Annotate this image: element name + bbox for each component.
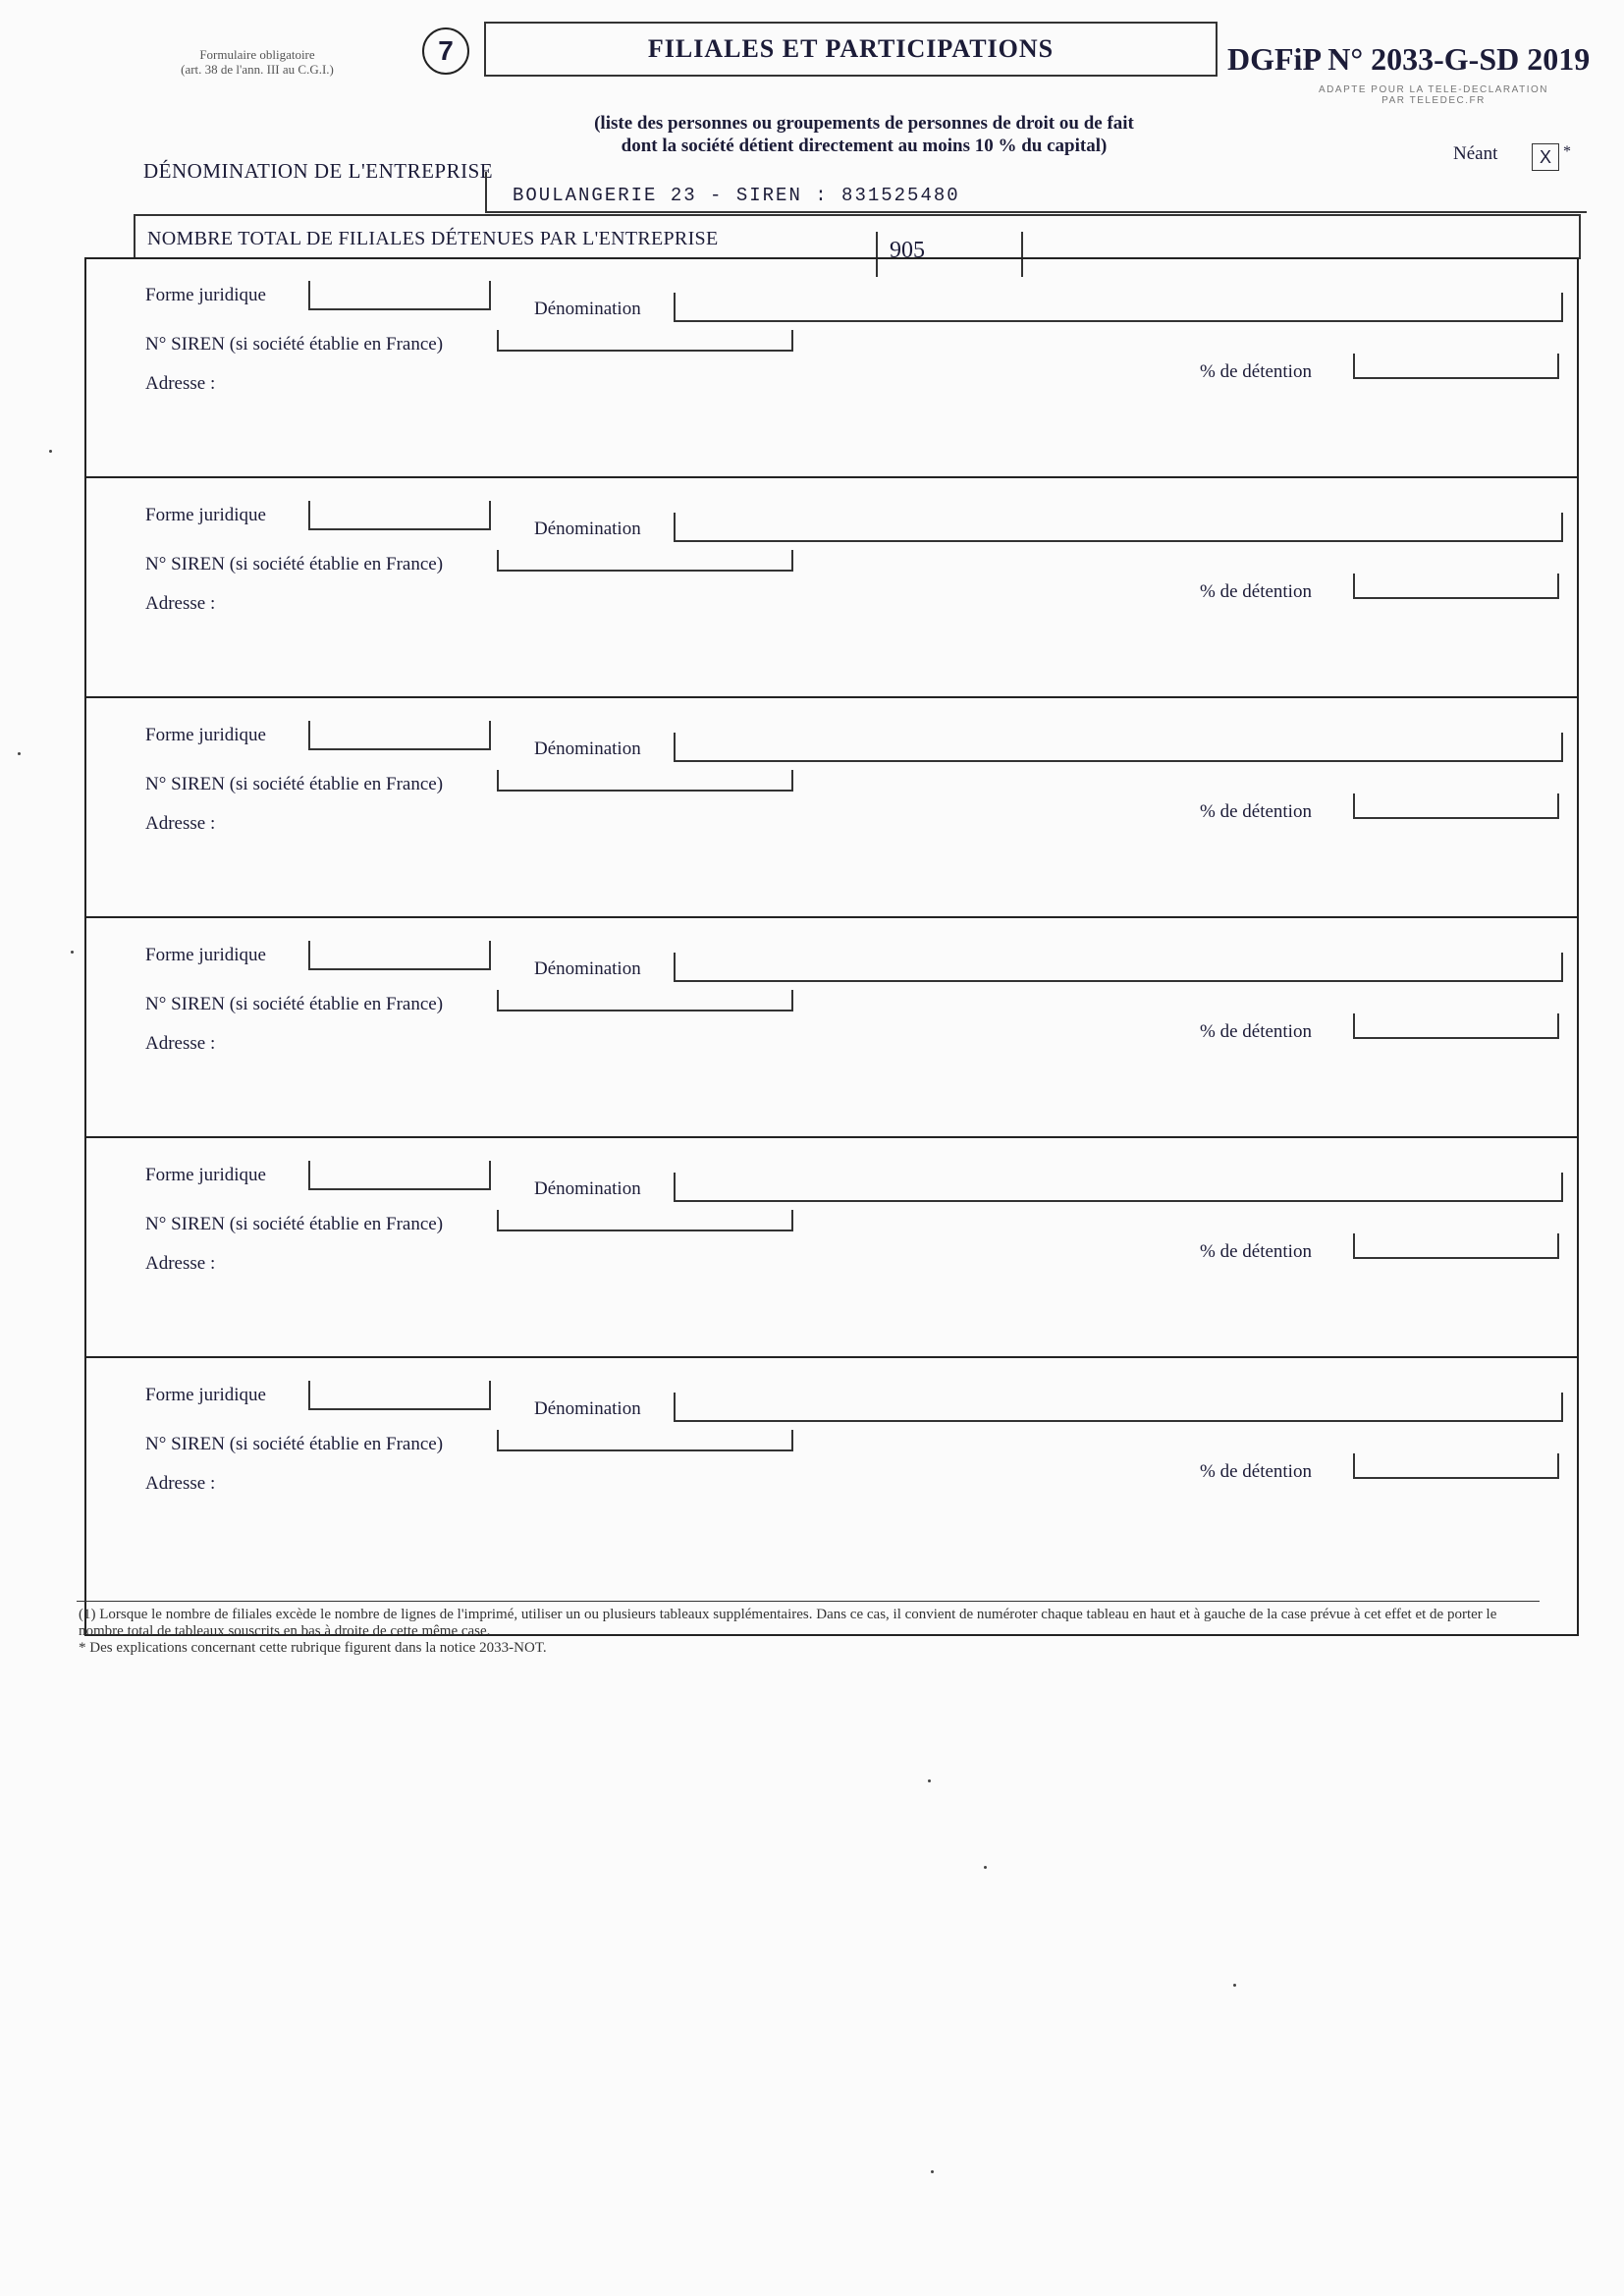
denomination-field[interactable] (674, 953, 1563, 982)
filiale-section (86, 919, 1577, 1138)
teledec-mention (1296, 84, 1571, 106)
subtitle (511, 112, 1218, 157)
neant-checkbox[interactable]: X (1532, 143, 1559, 171)
siren-field[interactable] (497, 330, 793, 352)
siren-field[interactable] (497, 990, 793, 1011)
siren-label: N° SIREN (si société établie en France) (145, 554, 444, 574)
detention-field[interactable] (1353, 354, 1559, 379)
filiale-section (86, 1139, 1577, 1358)
form-number: DGFiP N° 2033-G-SD 2019 (1227, 41, 1591, 77)
forme-juridique-label: Forme juridique (145, 725, 266, 745)
adresse-value[interactable] (244, 373, 1127, 432)
form-index-badge: 7 (422, 27, 469, 75)
siren-field[interactable] (497, 770, 793, 792)
subtitle-line1: (liste des personnes ou groupements de personnes de droit ou de fait (594, 113, 1134, 134)
filiale-section (86, 1359, 1577, 1578)
denomination-label: Dénomination (534, 958, 641, 979)
adresse-value[interactable] (244, 813, 1127, 872)
detention-field[interactable] (1353, 1233, 1559, 1259)
forme-juridique-field[interactable] (308, 941, 491, 970)
denomination-label: Dénomination (534, 1398, 641, 1419)
denomination-field[interactable] (674, 1393, 1563, 1422)
denomination-field[interactable] (674, 293, 1563, 322)
total-filiales-label: NOMBRE TOTAL DE FILIALES DÉTENUES PAR L'ENTREPRISE (147, 228, 719, 249)
entreprise-label: DÉNOMINATION DE L'ENTREPRISE (143, 159, 494, 183)
adresse-value[interactable] (244, 1033, 1127, 1092)
filiale-section (86, 479, 1577, 698)
forme-juridique-label: Forme juridique (145, 1385, 266, 1405)
scan-speck (18, 752, 21, 755)
neant-asterisk: * (1563, 143, 1571, 160)
footnote-2: * Des explications concernant cette rubrique figurent dans la notice 2033-NOT. (79, 1640, 547, 1656)
forme-juridique-field[interactable] (308, 1161, 491, 1190)
denomination-label: Dénomination (534, 519, 641, 539)
footnotes (79, 1607, 1532, 1657)
footnote-1: (1) Lorsque le nombre de filiales excède le nombre de lignes de l'imprimé, utiliser un ou plusieurs tableaux supplémentaires. Dans ce cas, il convient de numéroter chaque tableau en haut et à gauche de la case prévue à cet effet et de porter le nombre total de tableaux souscrits en bas à droite de cette même case. (79, 1607, 1497, 1639)
entreprise-value: BOULANGERIE 23 - SIREN : 831525480 (513, 185, 960, 206)
siren-label: N° SIREN (si société établie en France) (145, 334, 444, 355)
forme-juridique-field[interactable] (308, 1381, 491, 1410)
subtitle-line2: dont la société détient directement au moins 10 % du capital) (621, 136, 1108, 156)
adapte-line2: PAR TELEDEC.FR (1381, 95, 1486, 106)
forme-juridique-label: Forme juridique (145, 505, 266, 525)
forme-juridique-field[interactable] (308, 721, 491, 750)
adresse-label: Adresse : (145, 1253, 216, 1274)
neant-label: Néant (1453, 143, 1498, 164)
formulaire-line2: (art. 38 de l'ann. III au C.G.I.) (181, 62, 334, 77)
denomination-field[interactable] (674, 513, 1563, 542)
denomination-label: Dénomination (534, 1178, 641, 1199)
siren-field[interactable] (497, 1210, 793, 1231)
adresse-label: Adresse : (145, 813, 216, 834)
adresse-value[interactable] (244, 593, 1127, 652)
adresse-value[interactable] (244, 1473, 1127, 1532)
denomination-label: Dénomination (534, 738, 641, 759)
scan-speck (928, 1779, 931, 1782)
siren-field[interactable] (497, 1430, 793, 1451)
forme-juridique-label: Forme juridique (145, 945, 266, 965)
siren-label: N° SIREN (si société établie en France) (145, 994, 444, 1014)
denomination-field[interactable] (674, 733, 1563, 762)
forme-juridique-field[interactable] (308, 501, 491, 530)
detention-label: % de détention (1200, 1021, 1312, 1042)
adresse-label: Adresse : (145, 593, 216, 614)
footnote-divider (77, 1601, 1540, 1602)
detention-field[interactable] (1353, 793, 1559, 819)
forme-juridique-label: Forme juridique (145, 285, 266, 305)
detention-field[interactable] (1353, 1453, 1559, 1479)
filiale-section (86, 259, 1577, 478)
detention-label: % de détention (1200, 801, 1312, 822)
adresse-label: Adresse : (145, 1473, 216, 1494)
adresse-label: Adresse : (145, 1033, 216, 1054)
scan-speck (71, 951, 74, 954)
scan-speck (49, 450, 52, 453)
adresse-value[interactable] (244, 1253, 1127, 1312)
forme-juridique-field[interactable] (308, 281, 491, 310)
detention-field[interactable] (1353, 1013, 1559, 1039)
page-title: FILIALES ET PARTICIPATIONS (484, 22, 1218, 77)
detention-label: % de détention (1200, 361, 1312, 382)
siren-label: N° SIREN (si société établie en France) (145, 1434, 444, 1454)
siren-label: N° SIREN (si société établie en France) (145, 774, 444, 794)
formulaire-line1: Formulaire obligatoire (199, 47, 315, 62)
denomination-label: Dénomination (534, 299, 641, 319)
filiale-section (86, 699, 1577, 918)
adapte-line1: ADAPTE POUR LA TELE-DECLARATION (1319, 84, 1548, 95)
scan-speck (984, 1866, 987, 1869)
formulaire-obligatoire (149, 47, 365, 77)
siren-label: N° SIREN (si société établie en France) (145, 1214, 444, 1234)
siren-field[interactable] (497, 550, 793, 572)
detention-label: % de détention (1200, 1241, 1312, 1262)
adresse-label: Adresse : (145, 373, 216, 394)
detention-label: % de détention (1200, 1461, 1312, 1482)
scan-speck (931, 2170, 934, 2173)
total-filiales-value: 905 (890, 238, 925, 263)
filiales-table (84, 257, 1579, 1636)
detention-label: % de détention (1200, 581, 1312, 602)
denomination-field[interactable] (674, 1173, 1563, 1202)
scan-speck (1233, 1984, 1236, 1987)
detention-field[interactable] (1353, 574, 1559, 599)
forme-juridique-label: Forme juridique (145, 1165, 266, 1185)
